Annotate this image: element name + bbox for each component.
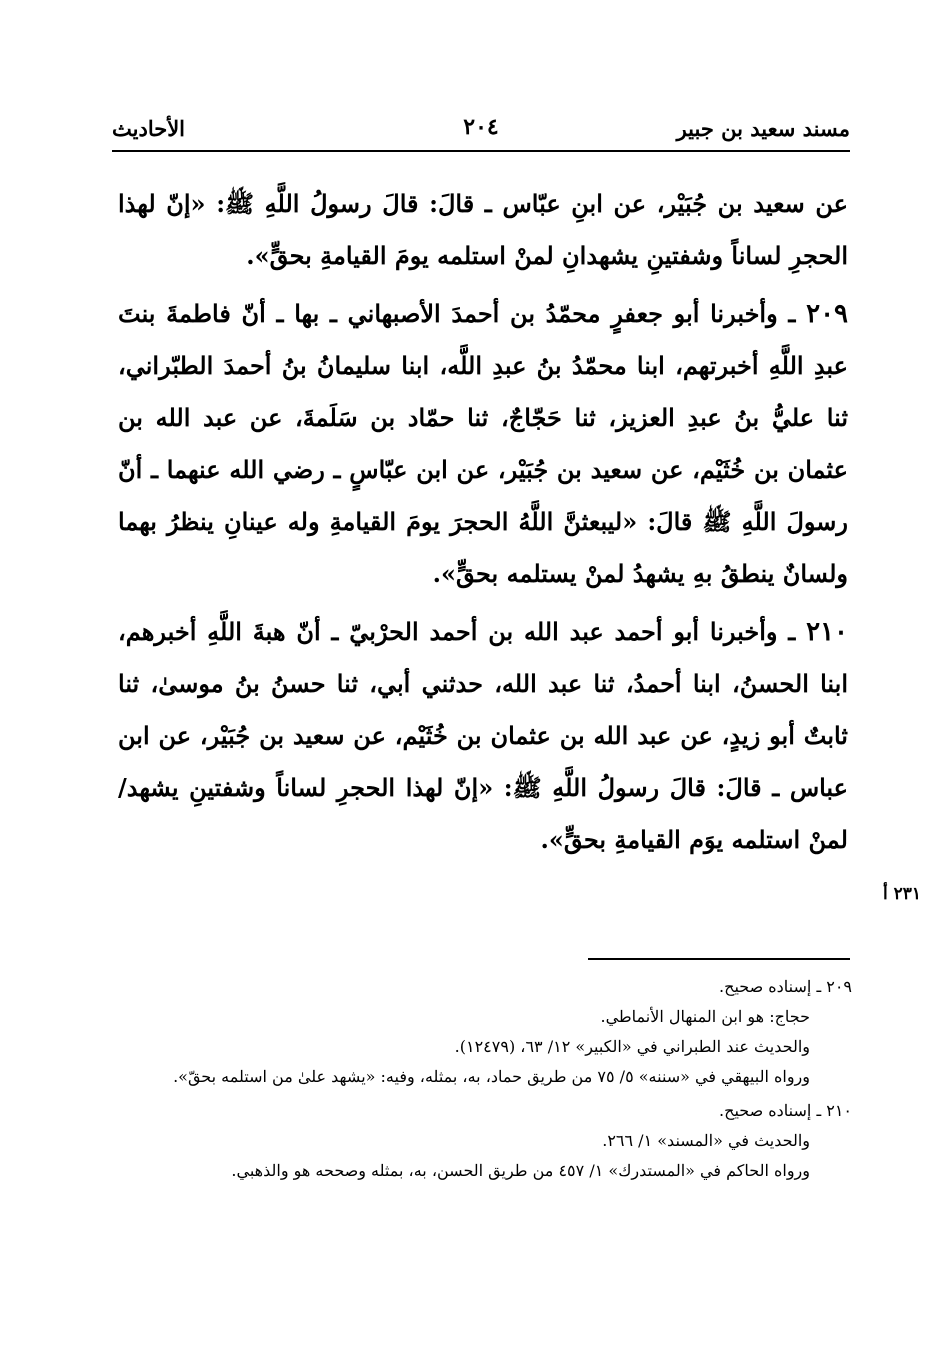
hadith-number: ٢٠٩ (806, 299, 849, 329)
manuscript-folio-note: ٢٣١ أ (883, 884, 922, 904)
hadith-text: ـ وأخبرنا أبو جعفرٍ محمّدُ بن أحمدَ الأصبهاني ـ بها ـ أنّ فاطمةَ بنتَ عبدِ اللَّهِ أخبرتهم، ابنا محمّدُ بنُ عبدِ اللَّه، ابنا سليمانُ بنُ أحمدَ الطبّراني، ثنا عليُّ بنُ عبدِ العزيز، ثنا حَجّاجٌ، ثنا حمّاد بن سَلَمةَ، عن عبد الله بن عثمان بن خُثَيْم، عن سعيد بن جُبَيْر، عن ابن عبّاسٍ ـ رضي الله عنهما ـ أنّ رسولَ اللَّهِ ﷺ قالَ: «ليبعثنَّ اللَّهُ الحجرَ يومَ القيامةِ وله عينانِ ينظرُ بهما ولسانٌ ينطقُ بهِ يشهدُ لمنْ يستلمه بحقٍّ». (118, 299, 848, 588)
hadith-number: ٢١٠ (806, 617, 849, 647)
footnote-209-head: ٢٠٩ ـ إسناده صحيح. (719, 977, 852, 996)
header-divider (112, 150, 850, 152)
page-number: ٢٠٤ (463, 114, 499, 140)
section-title: الأحاديث (112, 116, 186, 141)
footnote-210-line: والحديث في «المسند» ١/ ٢٦٦. (602, 1131, 810, 1150)
footnote-divider (588, 958, 850, 960)
main-text (118, 178, 848, 866)
hadith-209 (118, 288, 848, 600)
hadith-text: ـ وأخبرنا أبو أحمد عبد الله بن أحمد الحرْبيّ ـ أنّ هبةَ اللَّهِ أخبرهم، ابنا الحسنُ، ابنا أحمدُ، ثنا عبد الله، حدثني أبي، ثنا حسنُ بنُ موسىٰ، ثنا ثابتٌ أبو زيدٍ، عن عبد الله بن عثمان بن خُثَيْم، عن سعيد بن جُبَيْر، عن ابن عباس ـ قالَ: قالَ رسولُ اللَّهِ ﷺ: «إنّ لهذا الحجرِ لساناً وشفتينِ يشهد/ لمنْ استلمه يوَم القيامةِ بحقٍّ». (118, 617, 848, 854)
book-title: مسند سعيد بن جبير (676, 116, 850, 141)
hadith-210 (118, 606, 848, 866)
continuation-paragraph: عن سعيد بن جُبَيْر، عن ابنِ عبّاس ـ قالَ: قالَ رسولُ اللَّهِ ﷺ: «إنّ لهذا الحجرِ لساناً وشفتينِ يشهدانِ لمنْ استلمه يومَ القيامةِ بحقٍّ». (118, 189, 848, 270)
footnote-209-line: ورواه البيهقي في «سننه» ٥/ ٧٥ من طريق حماد، به، بمثله، وفيه: «يشهد علىٰ من استلمه بحقّ». (173, 1067, 810, 1086)
running-header (112, 112, 850, 146)
footnotes (124, 972, 852, 1186)
footnote-209-line: حجاج: هو ابن المنهال الأنماطي. (600, 1007, 810, 1026)
footnote-210-head: ٢١٠ ـ إسناده صحيح. (719, 1101, 852, 1120)
footnote-209-line: والحديث عند الطبراني في «الكبير» ١٢/ ٦٣، (١٢٤٧٩). (454, 1037, 810, 1056)
footnote-210-line: ورواه الحاكم في «المستدرك» ١/ ٤٥٧ من طريق الحسن، به، بمثله وصححه هو والذهبي. (231, 1161, 810, 1180)
